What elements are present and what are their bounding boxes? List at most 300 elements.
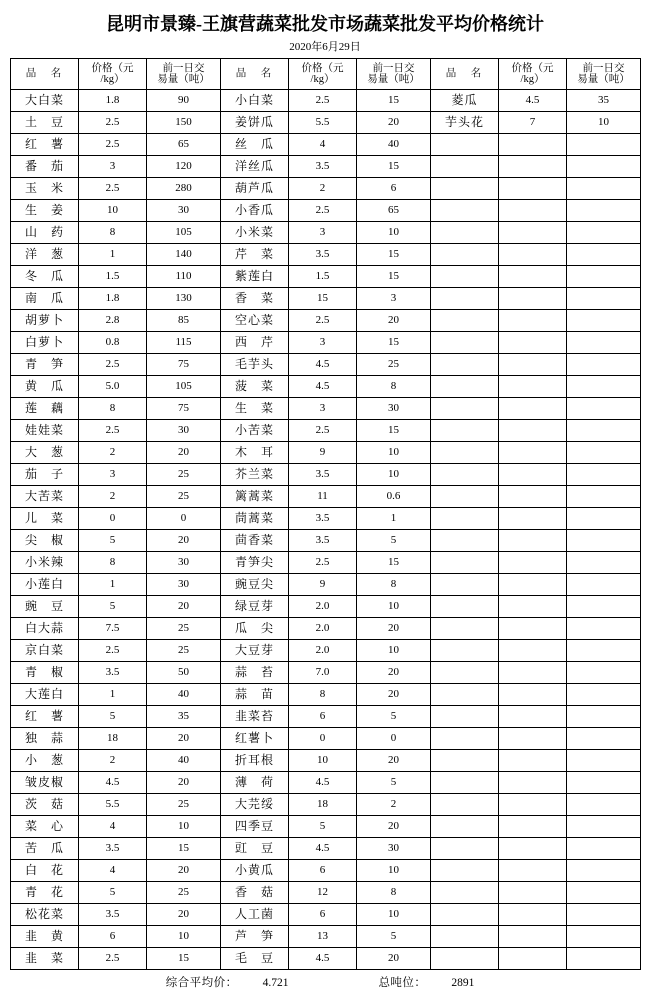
header-price-line1: 价格（元 — [301, 62, 344, 74]
cell-volume: 120 — [147, 156, 221, 178]
page-title: 昆明市景臻-王旗营蔬菜批发市场蔬菜批发平均价格统计 — [106, 14, 544, 34]
cell-volume: 25 — [147, 882, 221, 904]
cell-product-name — [431, 420, 499, 442]
table-row — [11, 882, 641, 904]
cell-price — [499, 376, 567, 398]
cell-price: 6 — [289, 904, 357, 926]
cell-price: 4.5 — [289, 376, 357, 398]
table-row — [11, 134, 641, 156]
table-row — [11, 90, 641, 112]
cell-product-name — [431, 772, 499, 794]
cell-volume — [567, 464, 641, 486]
cell-price: 2.5 — [79, 178, 147, 200]
cell-volume: 5 — [357, 706, 431, 728]
cell-volume: 20 — [147, 728, 221, 750]
cell-volume — [567, 288, 641, 310]
cell-volume: 25 — [147, 794, 221, 816]
cell-price: 1.8 — [79, 90, 147, 112]
average-price-value: 4.721 — [262, 977, 289, 989]
cell-product-name — [431, 574, 499, 596]
cell-price: 2.5 — [79, 640, 147, 662]
cell-product-name: 芋头花 — [431, 112, 499, 134]
cell-product-name — [431, 332, 499, 354]
cell-price: 3.5 — [79, 904, 147, 926]
table-row — [11, 398, 641, 420]
cell-product-name: 木 耳 — [221, 442, 289, 464]
cell-volume — [567, 706, 641, 728]
cell-volume: 30 — [357, 838, 431, 860]
cell-volume: 20 — [147, 904, 221, 926]
cell-volume: 75 — [147, 354, 221, 376]
table-row — [11, 200, 641, 222]
cell-product-name: 莲 藕 — [11, 398, 79, 420]
cell-product-name — [431, 684, 499, 706]
cell-price: 5 — [79, 882, 147, 904]
total-tonnage-summary — [378, 974, 474, 990]
cell-product-name — [431, 838, 499, 860]
cell-volume — [567, 376, 641, 398]
cell-price: 2.5 — [289, 310, 357, 332]
total-tonnage-value: 2891 — [451, 977, 475, 989]
table-row — [11, 376, 641, 398]
cell-price — [499, 948, 567, 970]
cell-price — [499, 750, 567, 772]
cell-price: 4 — [289, 134, 357, 156]
cell-price: 3.5 — [289, 530, 357, 552]
cell-volume: 8 — [357, 882, 431, 904]
cell-price: 6 — [289, 860, 357, 882]
header-volume-line1: 前一日交 — [372, 62, 415, 74]
cell-product-name: 小 葱 — [11, 750, 79, 772]
cell-product-name: 毛 豆 — [221, 948, 289, 970]
cell-product-name — [431, 398, 499, 420]
cell-product-name: 尖 椒 — [11, 530, 79, 552]
cell-price — [499, 530, 567, 552]
cell-volume: 10 — [357, 904, 431, 926]
cell-product-name: 豌 豆 — [11, 596, 79, 618]
cell-volume — [567, 398, 641, 420]
cell-product-name: 大芫绥 — [221, 794, 289, 816]
header-price-2 — [289, 59, 357, 90]
cell-volume: 20 — [357, 112, 431, 134]
header-volume-line1: 前一日交 — [162, 62, 205, 74]
cell-product-name — [431, 860, 499, 882]
cell-volume: 6 — [357, 178, 431, 200]
cell-product-name: 独 蒜 — [11, 728, 79, 750]
cell-product-name: 薄 荷 — [221, 772, 289, 794]
cell-product-name: 南 瓜 — [11, 288, 79, 310]
cell-product-name — [431, 354, 499, 376]
cell-product-name — [431, 728, 499, 750]
cell-product-name — [431, 288, 499, 310]
cell-volume: 65 — [357, 200, 431, 222]
table-row — [11, 332, 641, 354]
cell-volume — [567, 530, 641, 552]
cell-volume — [567, 156, 641, 178]
table-body — [11, 90, 641, 970]
cell-price: 1.8 — [79, 288, 147, 310]
cell-price: 2 — [79, 486, 147, 508]
cell-volume — [567, 134, 641, 156]
table-row — [11, 486, 641, 508]
cell-volume: 10 — [357, 222, 431, 244]
cell-volume: 0 — [147, 508, 221, 530]
cell-volume: 10 — [357, 860, 431, 882]
cell-price: 2.8 — [79, 310, 147, 332]
cell-product-name: 番 茄 — [11, 156, 79, 178]
cell-volume — [567, 772, 641, 794]
cell-volume: 20 — [357, 750, 431, 772]
cell-price — [499, 178, 567, 200]
cell-price: 2.5 — [79, 354, 147, 376]
cell-price: 13 — [289, 926, 357, 948]
cell-price: 1 — [79, 244, 147, 266]
cell-volume: 30 — [147, 574, 221, 596]
cell-volume — [567, 200, 641, 222]
cell-price: 5 — [79, 596, 147, 618]
cell-price: 8 — [289, 684, 357, 706]
cell-price — [499, 662, 567, 684]
cell-volume: 105 — [147, 222, 221, 244]
cell-product-name: 葫芦瓜 — [221, 178, 289, 200]
cell-price: 6 — [79, 926, 147, 948]
cell-price: 3 — [79, 156, 147, 178]
cell-product-name: 胡萝卜 — [11, 310, 79, 332]
cell-product-name: 人工菌 — [221, 904, 289, 926]
cell-product-name — [431, 244, 499, 266]
cell-product-name — [431, 486, 499, 508]
cell-price — [499, 882, 567, 904]
cell-product-name: 小黄瓜 — [221, 860, 289, 882]
cell-volume: 35 — [567, 90, 641, 112]
table-row — [11, 926, 641, 948]
cell-price: 0 — [289, 728, 357, 750]
cell-product-name: 紫莲白 — [221, 266, 289, 288]
cell-product-name — [431, 266, 499, 288]
cell-volume: 150 — [147, 112, 221, 134]
cell-price — [499, 244, 567, 266]
cell-price — [499, 310, 567, 332]
cell-price: 5 — [79, 706, 147, 728]
cell-product-name — [431, 222, 499, 244]
cell-product-name — [431, 178, 499, 200]
total-tonnage-label: 总吨位： — [378, 977, 427, 989]
cell-volume: 280 — [147, 178, 221, 200]
cell-product-name: 豇 豆 — [221, 838, 289, 860]
cell-volume: 15 — [147, 838, 221, 860]
table-row — [11, 420, 641, 442]
cell-product-name — [431, 794, 499, 816]
cell-product-name: 篱蒿菜 — [221, 486, 289, 508]
header-price-line1: 价格（元 — [91, 62, 134, 74]
cell-price: 18 — [79, 728, 147, 750]
cell-product-name: 空心菜 — [221, 310, 289, 332]
cell-volume: 65 — [147, 134, 221, 156]
cell-product-name — [431, 530, 499, 552]
table-row — [11, 244, 641, 266]
cell-price: 3 — [79, 464, 147, 486]
cell-volume: 105 — [147, 376, 221, 398]
cell-volume: 20 — [357, 816, 431, 838]
cell-product-name: 洋 葱 — [11, 244, 79, 266]
cell-price: 4.5 — [79, 772, 147, 794]
cell-product-name: 玉 米 — [11, 178, 79, 200]
header-volume-2 — [357, 59, 431, 90]
cell-volume: 140 — [147, 244, 221, 266]
cell-price — [499, 904, 567, 926]
cell-price: 5.5 — [289, 112, 357, 134]
cell-volume: 35 — [147, 706, 221, 728]
table-row — [11, 266, 641, 288]
cell-volume — [567, 354, 641, 376]
cell-product-name: 洋丝瓜 — [221, 156, 289, 178]
average-price-summary — [166, 974, 289, 990]
cell-product-name: 小米辣 — [11, 552, 79, 574]
cell-product-name: 大苦菜 — [11, 486, 79, 508]
cell-product-name: 小莲白 — [11, 574, 79, 596]
cell-price — [499, 640, 567, 662]
cell-price: 0.8 — [79, 332, 147, 354]
header-volume-line2: 易量（吨） — [367, 74, 420, 85]
table-row — [11, 508, 641, 530]
cell-volume: 30 — [147, 420, 221, 442]
cell-volume: 15 — [357, 420, 431, 442]
cell-volume: 0.6 — [357, 486, 431, 508]
cell-product-name — [431, 640, 499, 662]
table-row — [11, 596, 641, 618]
cell-product-name — [431, 618, 499, 640]
cell-product-name — [431, 948, 499, 970]
cell-price: 8 — [79, 222, 147, 244]
price-table — [10, 58, 641, 970]
cell-price — [499, 816, 567, 838]
cell-product-name — [431, 596, 499, 618]
cell-volume: 5 — [357, 926, 431, 948]
cell-volume: 25 — [147, 618, 221, 640]
cell-volume — [567, 596, 641, 618]
cell-volume: 15 — [357, 244, 431, 266]
cell-volume: 20 — [357, 948, 431, 970]
cell-volume: 8 — [357, 376, 431, 398]
cell-volume — [567, 618, 641, 640]
cell-volume: 5 — [357, 772, 431, 794]
header-volume-line2: 易量（吨） — [157, 74, 210, 85]
cell-volume: 10 — [147, 926, 221, 948]
cell-product-name: 大 葱 — [11, 442, 79, 464]
table-row — [11, 948, 641, 970]
cell-product-name: 芹 菜 — [221, 244, 289, 266]
header-volume-line2: 易量（吨） — [577, 74, 630, 85]
cell-price — [499, 398, 567, 420]
cell-price — [499, 794, 567, 816]
cell-product-name: 生 姜 — [11, 200, 79, 222]
cell-price: 7.0 — [289, 662, 357, 684]
cell-volume: 40 — [147, 684, 221, 706]
cell-price — [499, 596, 567, 618]
cell-price: 3.5 — [79, 838, 147, 860]
cell-product-name: 松花菜 — [11, 904, 79, 926]
cell-price — [499, 288, 567, 310]
cell-product-name: 红 薯 — [11, 134, 79, 156]
cell-volume: 3 — [357, 288, 431, 310]
header-name-2: 品 名 — [221, 59, 289, 90]
cell-product-name: 菜 心 — [11, 816, 79, 838]
cell-volume: 20 — [357, 662, 431, 684]
cell-price: 2.5 — [289, 552, 357, 574]
header-volume-1 — [147, 59, 221, 90]
cell-volume: 90 — [147, 90, 221, 112]
cell-price: 2 — [79, 442, 147, 464]
cell-price: 3.5 — [79, 662, 147, 684]
cell-volume — [567, 574, 641, 596]
cell-volume: 20 — [357, 310, 431, 332]
cell-volume: 15 — [357, 156, 431, 178]
cell-product-name: 小白菜 — [221, 90, 289, 112]
cell-product-name: 青 花 — [11, 882, 79, 904]
cell-volume — [567, 728, 641, 750]
cell-volume: 10 — [147, 816, 221, 838]
cell-price — [499, 772, 567, 794]
table-header — [11, 59, 641, 90]
cell-product-name: 青 椒 — [11, 662, 79, 684]
table-row — [11, 442, 641, 464]
cell-product-name: 山 药 — [11, 222, 79, 244]
cell-volume: 20 — [147, 772, 221, 794]
cell-product-name — [431, 552, 499, 574]
cell-volume: 5 — [357, 530, 431, 552]
cell-price: 12 — [289, 882, 357, 904]
cell-product-name: 韭 菜 — [11, 948, 79, 970]
cell-volume — [567, 926, 641, 948]
cell-product-name — [431, 200, 499, 222]
cell-price: 7 — [499, 112, 567, 134]
cell-volume — [567, 222, 641, 244]
cell-volume: 25 — [147, 464, 221, 486]
cell-volume — [567, 904, 641, 926]
cell-price: 5.5 — [79, 794, 147, 816]
cell-volume: 30 — [147, 552, 221, 574]
cell-volume — [567, 266, 641, 288]
cell-price — [499, 508, 567, 530]
cell-volume: 10 — [357, 640, 431, 662]
cell-product-name — [431, 816, 499, 838]
cell-price: 1.5 — [289, 266, 357, 288]
cell-price — [499, 728, 567, 750]
header-name-3: 品 名 — [431, 59, 499, 90]
cell-volume: 25 — [357, 354, 431, 376]
cell-price — [499, 706, 567, 728]
cell-product-name — [431, 464, 499, 486]
cell-price — [499, 134, 567, 156]
cell-volume: 30 — [357, 398, 431, 420]
cell-product-name: 娃娃菜 — [11, 420, 79, 442]
cell-volume: 25 — [147, 640, 221, 662]
cell-product-name: 土 豆 — [11, 112, 79, 134]
cell-product-name: 菱瓜 — [431, 90, 499, 112]
cell-price — [499, 354, 567, 376]
cell-product-name: 京白菜 — [11, 640, 79, 662]
header-name-1: 品 名 — [11, 59, 79, 90]
table-row — [11, 530, 641, 552]
cell-product-name: 豌豆尖 — [221, 574, 289, 596]
table-row — [11, 750, 641, 772]
cell-price: 2.5 — [79, 948, 147, 970]
cell-volume: 8 — [357, 574, 431, 596]
table-row — [11, 904, 641, 926]
cell-price: 2.0 — [289, 618, 357, 640]
cell-volume — [567, 684, 641, 706]
cell-price: 3.5 — [289, 508, 357, 530]
cell-product-name — [431, 376, 499, 398]
table-row — [11, 156, 641, 178]
table-row — [11, 354, 641, 376]
cell-price: 5.0 — [79, 376, 147, 398]
cell-product-name — [431, 926, 499, 948]
cell-volume: 110 — [147, 266, 221, 288]
table-row — [11, 662, 641, 684]
cell-product-name: 折耳根 — [221, 750, 289, 772]
cell-volume: 15 — [357, 90, 431, 112]
cell-price: 4 — [79, 816, 147, 838]
cell-product-name: 茄 子 — [11, 464, 79, 486]
table-row — [11, 618, 641, 640]
cell-product-name: 芥兰菜 — [221, 464, 289, 486]
header-price-line2: /kg） — [520, 74, 545, 85]
cell-price — [499, 420, 567, 442]
cell-volume: 2 — [357, 794, 431, 816]
cell-volume: 40 — [357, 134, 431, 156]
cell-price: 4.5 — [499, 90, 567, 112]
report-date: 2020年6月29日 — [289, 41, 361, 53]
cell-volume: 85 — [147, 310, 221, 332]
table-row — [11, 684, 641, 706]
cell-price: 18 — [289, 794, 357, 816]
cell-product-name: 小米菜 — [221, 222, 289, 244]
cell-price: 9 — [289, 442, 357, 464]
cell-product-name: 四季豆 — [221, 816, 289, 838]
table-row — [11, 728, 641, 750]
cell-price: 4.5 — [289, 948, 357, 970]
cell-product-name: 大莲白 — [11, 684, 79, 706]
cell-product-name: 白大蒜 — [11, 618, 79, 640]
cell-volume: 15 — [357, 266, 431, 288]
cell-product-name: 冬 瓜 — [11, 266, 79, 288]
cell-volume — [567, 332, 641, 354]
cell-product-name: 苦 瓜 — [11, 838, 79, 860]
cell-price — [499, 156, 567, 178]
cell-volume: 115 — [147, 332, 221, 354]
cell-volume — [567, 178, 641, 200]
cell-product-name: 黄 瓜 — [11, 376, 79, 398]
cell-product-name: 香 菇 — [221, 882, 289, 904]
cell-volume — [567, 442, 641, 464]
cell-price: 3.5 — [289, 464, 357, 486]
cell-price — [499, 684, 567, 706]
cell-price — [499, 618, 567, 640]
table-row — [11, 178, 641, 200]
cell-volume: 20 — [147, 530, 221, 552]
cell-volume: 50 — [147, 662, 221, 684]
cell-price: 2.5 — [79, 420, 147, 442]
cell-product-name: 儿 菜 — [11, 508, 79, 530]
cell-volume — [567, 794, 641, 816]
cell-volume — [567, 486, 641, 508]
cell-price: 3.5 — [289, 156, 357, 178]
header-price-line2: /kg） — [310, 74, 335, 85]
cell-price: 3 — [289, 332, 357, 354]
cell-product-name: 青 笋 — [11, 354, 79, 376]
cell-volume: 15 — [357, 332, 431, 354]
